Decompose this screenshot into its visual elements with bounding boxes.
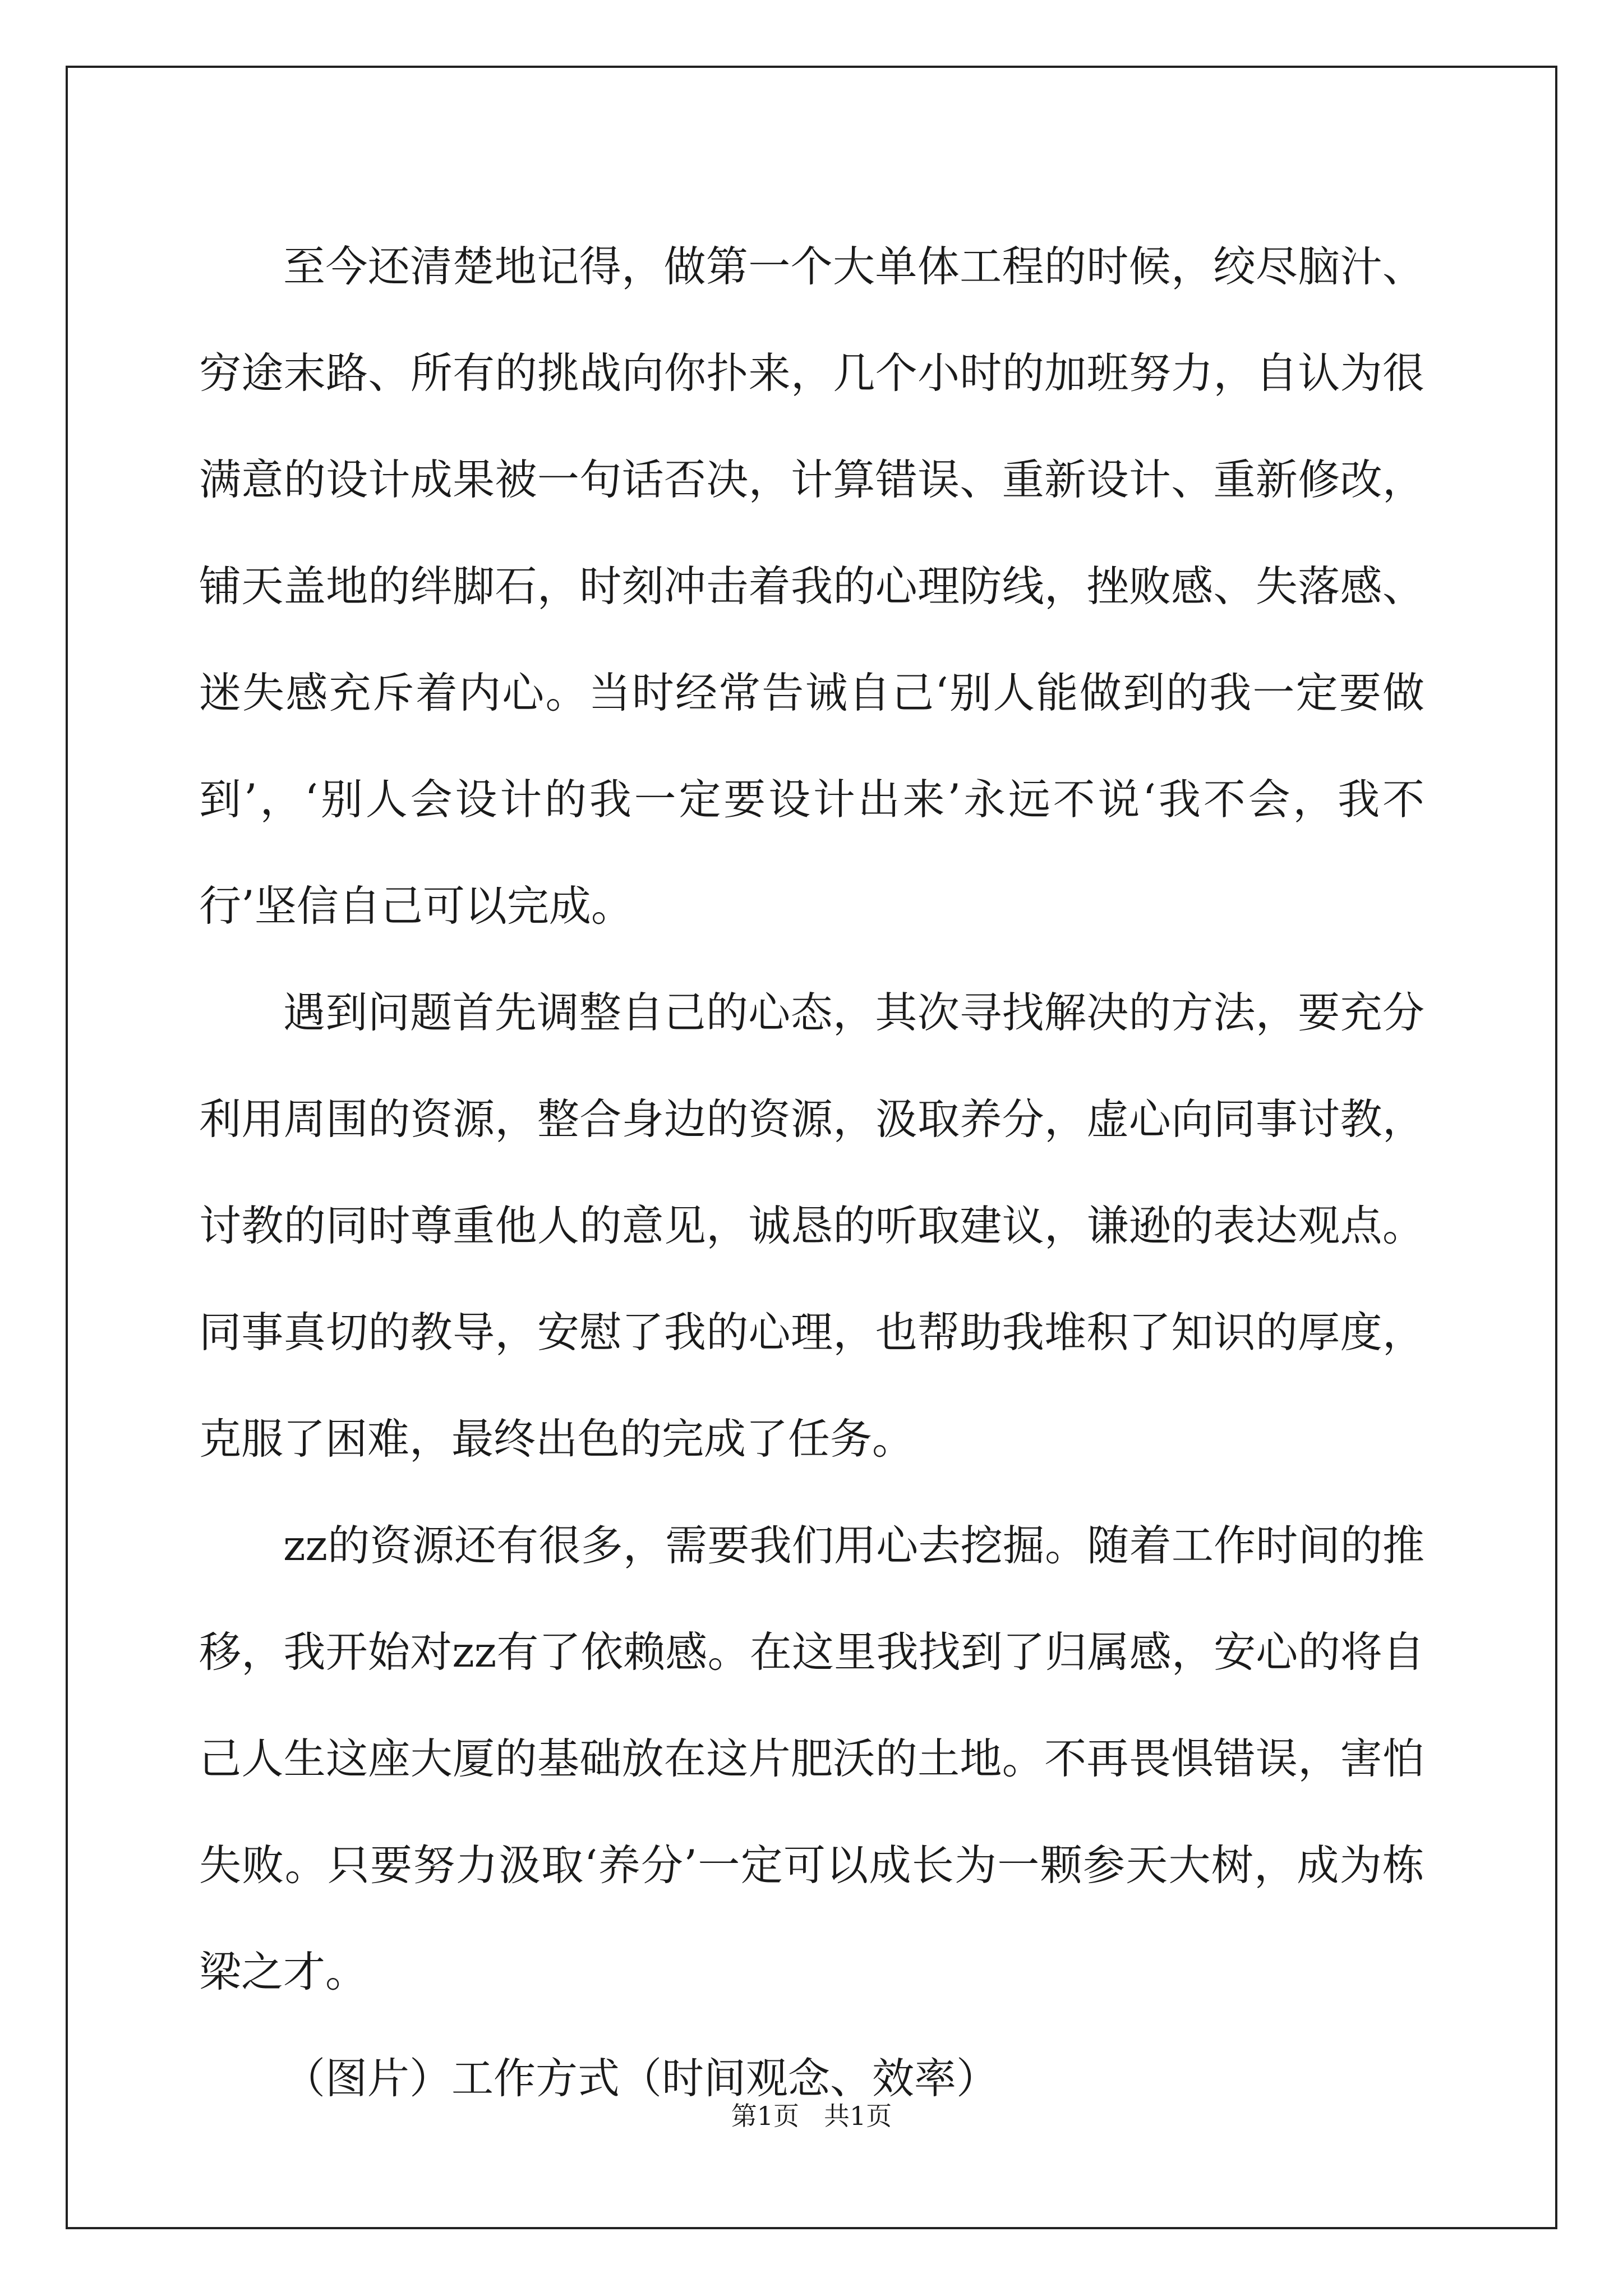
page-footer bbox=[0, 2099, 1623, 2133]
page-total: 共1页 bbox=[823, 2101, 892, 2131]
paragraph-3: zz的资源还有很多，需要我们用心去挖掘。随着工作时间的推移，我开始对zz有了依赖感。在这里我找到了归属感，安心的将自己人生这座大厦的基础放在这片肥沃的土地。不再畏惧错误，害怕失败。只要努力汲取‘养分’一定可以成长为一颗参天大树，成为栋梁之才。 bbox=[199, 1521, 1424, 1996]
document-body bbox=[199, 213, 1424, 2132]
paragraph-1: 至今还清楚地记得，做第一个大单体工程的时候，绞尽脑汁、穷途末路、所有的挑战向你扑来，几个小时的加班努力，自认为很满意的设计成果被一句话否决，计算错误、重新设计、重新修改，铺天盖地的绊脚石，时刻冲击着我的心理防线，挫败感、失落感、迷失感充斥着内心。当时经常告诫自己‘别人能做到的我一定要做到’，‘别人会设计的我一定要设计出来’永远不说‘我不会，我不行’坚信自己可以完成。 bbox=[199, 242, 1424, 931]
image-caption: （图片）工作方式（时间观念、效率） bbox=[283, 2054, 999, 2103]
page-number: 第1页 bbox=[731, 2101, 800, 2131]
paragraph-2: 遇到问题首先调整自己的心态，其次寻找解决的方法，要充分利用周围的资源，整合身边的资源，汲取养分，虚心向同事讨教，讨教的同时尊重他人的意见，诚恳的听取建议，谦逊的表达观点。同事真切的教导，安慰了我的心理，也帮助我堆积了知识的厚度，克服了困难，最终出色的完成了任务。 bbox=[199, 988, 1424, 1464]
